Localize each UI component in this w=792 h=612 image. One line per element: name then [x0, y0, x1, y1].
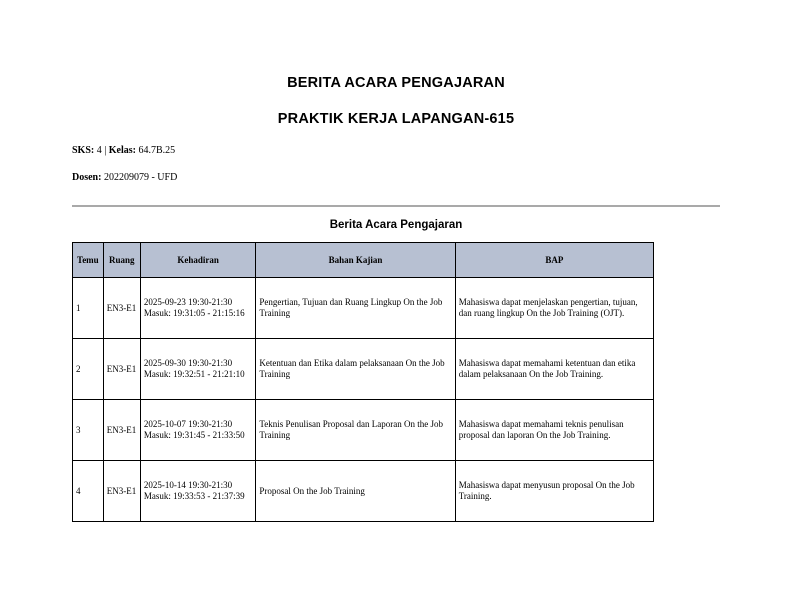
checkin-text: Masuk: 19:33:53 - 21:37:39 — [143, 491, 245, 501]
cell-kehadiran — [140, 400, 256, 461]
cell-temu: 2 — [73, 339, 104, 400]
schedule-text: 2025-09-23 19:30-21:30 — [143, 297, 233, 307]
cell-bahan-kajian: Proposal On the Job Training — [256, 461, 455, 522]
cell-kehadiran — [140, 278, 256, 339]
checkin-text: Masuk: 19:32:51 - 21:21:10 — [143, 369, 245, 379]
table-row — [73, 400, 654, 461]
sks-value: 4 | — [94, 145, 109, 156]
document-title: BERITA ACARA PENGAJARAN — [287, 75, 505, 91]
column-header-temu: Temu — [73, 243, 104, 278]
cell-ruang: EN3-E1 — [103, 400, 140, 461]
cell-temu: 1 — [73, 278, 104, 339]
table-row — [73, 461, 654, 522]
cell-bap: Mahasiswa dapat menjelaskan pengertian, tujuan, dan ruang lingkup On the Job Training (OJT). — [455, 278, 653, 339]
cell-bahan-kajian: Pengertian, Tujuan dan Ruang Lingkup On the Job Training — [256, 278, 455, 339]
attendance-table — [72, 242, 654, 522]
cell-bap: Mahasiswa dapat memahami teknis penulisan proposal dan laporan On the Job Training. — [455, 400, 653, 461]
horizontal-divider — [72, 205, 720, 207]
cell-bap: Mahasiswa dapat memahami ketentuan dan etika dalam pelaksanaan On the Job Training. — [455, 339, 653, 400]
column-header-kehadiran: Kehadiran — [140, 243, 256, 278]
cell-temu: 4 — [73, 461, 104, 522]
cell-bahan-kajian: Ketentuan dan Etika dalam pelaksanaan On the Job Training — [256, 339, 455, 400]
table-row — [73, 278, 654, 339]
table-header-row — [73, 243, 654, 278]
cell-ruang: EN3-E1 — [103, 278, 140, 339]
sks-label: SKS: — [72, 145, 95, 156]
column-header-bahan-kajian: Bahan Kajian — [256, 243, 455, 278]
course-title: PRAKTIK KERJA LAPANGAN-615 — [277, 111, 515, 127]
schedule-text: 2025-10-14 19:30-21:30 — [143, 480, 233, 490]
dosen-value: 202209079 - UFD — [101, 172, 178, 183]
cell-bap: Mahasiswa dapat menyusun proposal On the Job Training. — [455, 461, 653, 522]
kelas-value: 64.7B.25 — [135, 145, 176, 156]
schedule-text: 2025-09-30 19:30-21:30 — [143, 358, 233, 368]
checkin-text: Masuk: 19:31:45 - 21:33:50 — [143, 430, 245, 440]
cell-kehadiran — [140, 461, 256, 522]
kelas-label: Kelas: — [108, 145, 136, 156]
cell-kehadiran — [140, 339, 256, 400]
dosen-label: Dosen: — [72, 172, 102, 183]
table-row — [73, 339, 654, 400]
schedule-text: 2025-10-07 19:30-21:30 — [143, 419, 233, 429]
lecturer-info-line — [72, 172, 177, 183]
course-info-line — [72, 145, 175, 156]
cell-ruang: EN3-E1 — [103, 461, 140, 522]
cell-bahan-kajian: Teknis Penulisan Proposal dan Laporan On the Job Training — [256, 400, 455, 461]
checkin-text: Masuk: 19:31:05 - 21:15:16 — [143, 308, 245, 318]
table-title: Berita Acara Pengajaran — [329, 219, 463, 231]
cell-ruang: EN3-E1 — [103, 339, 140, 400]
cell-temu: 3 — [73, 400, 104, 461]
column-header-bap: BAP — [455, 243, 653, 278]
column-header-ruang: Ruang — [103, 243, 140, 278]
